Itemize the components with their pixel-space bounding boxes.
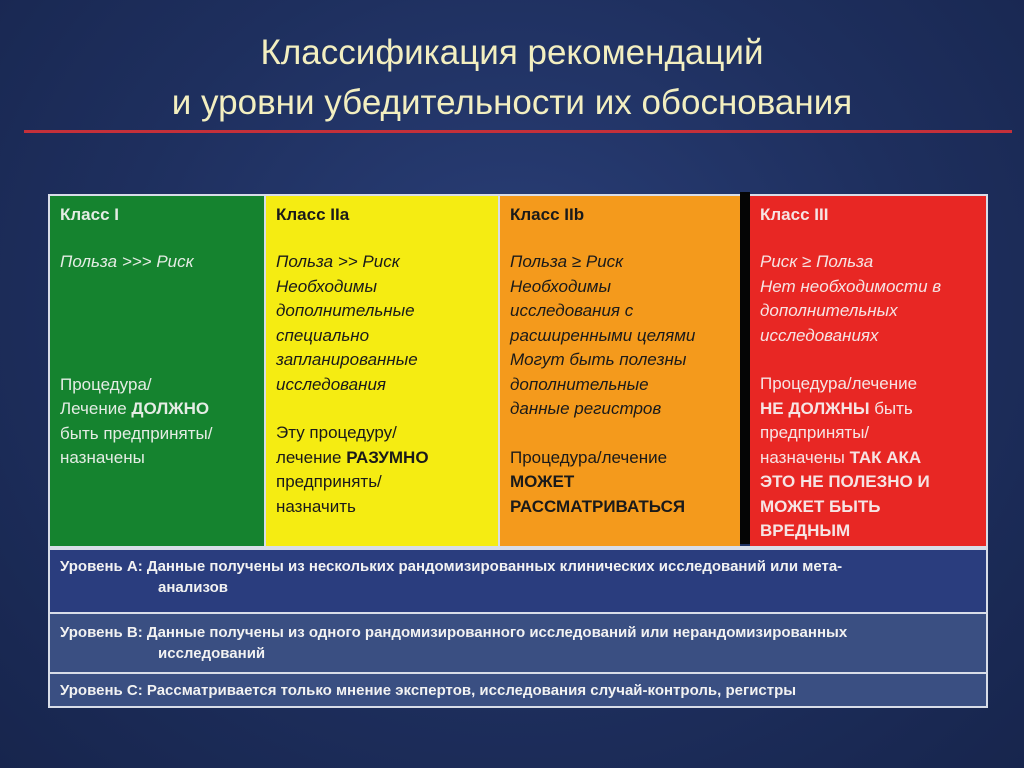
class-2b-header: Класс IIb [510,205,585,224]
class-3-header: Класс III [760,205,829,224]
level-a-text: Данные получены из нескольких рандомизированных клинических исследований или мета- [142,558,843,575]
class-1-column [50,196,266,546]
class-3-recommendation: Процедура/лечение НЕ ДОЛЖНЫ быть предприняты/ назначены ТАК АКА ЭТО НЕ ПОЛЕЗНО И МОЖЕТ БЫТЬ ВРЕДНЫМ [760,374,930,540]
level-b-row [50,612,986,672]
class-2a-header: Класс IIa [276,205,350,224]
class-2b-column [500,196,740,546]
level-a-text-cont: анализов [158,579,228,596]
class-2a-column [266,196,500,546]
class-3-column [750,196,986,546]
level-b-text-cont: исследований [158,645,266,662]
level-b-label: Уровень В: [60,624,143,641]
level-c-row [50,672,986,706]
class-3-evidence: Риск ≥ Польза Нет необходимости в дополнительных исследованиях [760,252,942,345]
level-a-row [50,550,986,612]
class-1-header: Класс I [60,205,119,224]
class-2b-recommendation: Процедура/лечение МОЖЕТ РАССМАТРИВАТЬСЯ [510,447,686,516]
class-1-ratio: Польза >>> Риск [60,252,194,271]
title-divider [24,130,1012,133]
slide-title [0,28,1024,128]
level-c-text: Рассматривается только мнение экспертов, исследования случай-контроль, регистры [142,682,797,699]
class-2a-evidence: Польза >> Риск Необходимы дополнительные специально запланированные исследования [276,252,418,394]
title-line-1: Классификация рекомендаций [260,33,764,72]
evidence-levels-table [48,548,988,708]
level-c-label: Уровень С: [60,682,143,699]
classes-table [48,194,988,548]
title-line-2: и уровни убедительности их обоснования [171,83,853,122]
class-2b-evidence: Польза ≥ Риск Необходимы исследования с расширенными целями Могут быть полезны дополнительные данные регистров [510,252,696,418]
column-divider-bar [740,192,750,544]
class-2a-recommendation: Эту процедуру/ лечение РАЗУМНО предпринять/ назначить [276,423,429,516]
level-b-text: Данные получены из одного рандомизированного исследований или нерандомизированных [142,624,848,641]
class-1-recommendation: Процедура/ Лечение ДОЛЖНО быть предприняты/ назначены [60,374,213,467]
level-a-label: Уровень А: [60,558,143,575]
